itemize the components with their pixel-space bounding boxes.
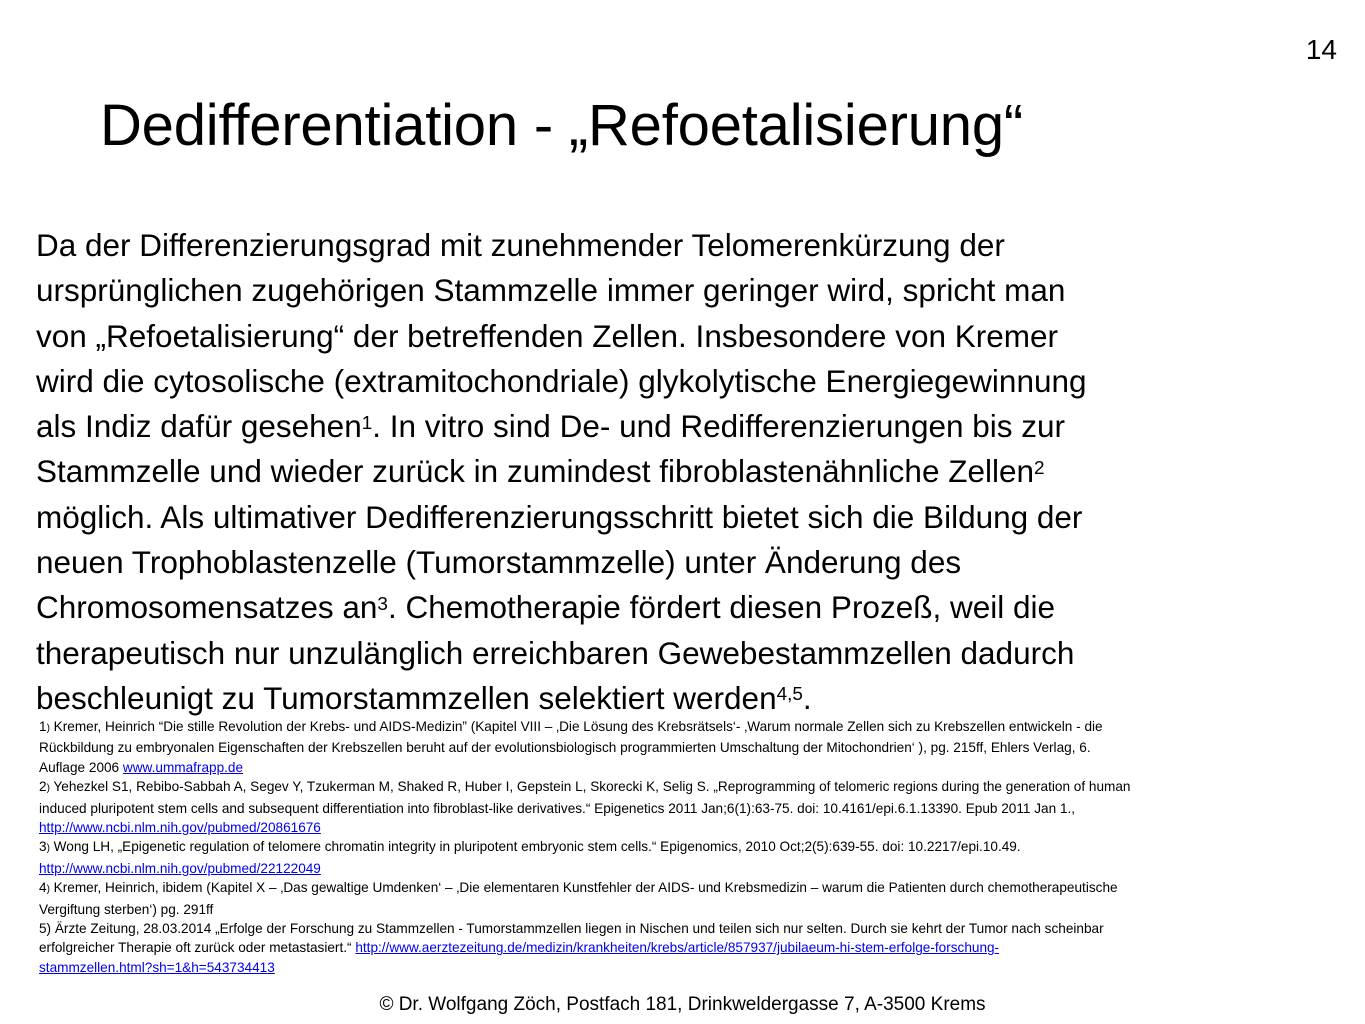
body-line: von „Refoetalisierung“ der betreffenden Zellen. Insbesondere von Kremer xyxy=(36,317,1059,354)
footnote-number: 3 xyxy=(39,839,47,855)
body-line xyxy=(36,585,1336,630)
footnote-text: Rückbildung zu embryonalen Eigenschaften der Krebszellen beruht auf der evolutionsbiologisch programmierten Umschaltung der Mitochondrien‘ ), pg. 215ff, Ehlers Verlag, 6. xyxy=(39,740,1091,756)
footnote-2 xyxy=(39,777,1339,837)
footnote-paren: ) xyxy=(46,783,50,795)
footnote-text: erfolgreicher Therapie oft zurück oder metastasiert.“ xyxy=(39,940,356,956)
footnote-2-link[interactable]: http://www.ncbi.nlm.nih.gov/pubmed/20861676 xyxy=(39,820,321,836)
footnote-4 xyxy=(39,878,1339,919)
footnote-marker-4-5: 4,5 xyxy=(776,684,803,706)
body-text-segment: . Chemotherapie fördert diesen Prozeß, weil die xyxy=(387,589,1056,626)
footnote-1 xyxy=(39,717,1339,777)
body-text-segment: Stammzelle und wieder zurück in zumindest fibroblastenähnliche Zellen xyxy=(36,453,1035,490)
footnote-text: Yehezkel S1, Rebibo-Sabbah A, Segev Y, Tzukerman M, Shaked R, Huber I, Gepstein L, Skorecki K, Selig S. „Reprogramming of telomeric regions during the generation of human xyxy=(49,779,1131,795)
footnote-paren: ) xyxy=(46,723,50,734)
footnote-number: 4 xyxy=(39,880,47,896)
slide-title: Dedifferentiation - „Refoetalisierung“ xyxy=(100,93,1024,158)
footnote-text: induced pluripotent stem cells and subsequent differentiation into fibroblast-like derivatives.“ Epigenetics 2011 Jan;6(1):63-75. doi: 10.4161/epi.6.1.13390. Epub 2011 Jan 1., xyxy=(39,800,1076,816)
footnote-number: 1 xyxy=(39,719,47,734)
body-text-segment: beschleunigt zu Tumorstammzellen selektiert werden xyxy=(36,679,777,716)
body-text-segment: als Indiz dafür gesehen xyxy=(36,408,362,445)
body-line: neuen Trophoblastenzelle (Tumorstammzelle) unter Änderung des xyxy=(36,544,962,581)
footnote-3-link[interactable]: http://www.ncbi.nlm.nih.gov/pubmed/22122049 xyxy=(39,860,321,876)
body-text xyxy=(36,223,1336,721)
footnote-text: Vergiftung sterben‘) pg. 291ff xyxy=(39,901,214,917)
body-text-segment: . xyxy=(802,679,812,716)
footnote-text: Kremer, Heinrich “Die stille Revolution der Krebs- und AIDS-Medizin” (Kapitel VIII – ‚Die Lösung des Krebsrätsels‘- ‚Warum normale Zellen sich zu Krebszellen entwickeln - die xyxy=(49,719,1103,734)
footnote-3 xyxy=(39,837,1339,878)
footnote-text: Wong LH, „Epigenetic regulation of telomere chromatin integrity in pluripotent embryonic stem cells.“ Epigenomics, 2010 Oct;2(5):639-55. doi: 10.2217/epi.10.49. xyxy=(49,839,1021,855)
footnote-paren: ) xyxy=(46,843,50,855)
body-line xyxy=(36,449,1336,494)
footnote-5 xyxy=(39,919,1339,977)
footnote-marker-2: 2 xyxy=(1034,457,1045,479)
body-line: wird die cytosolische (extramitochondriale) glykolytische Energiegewinnung xyxy=(36,362,1087,399)
body-line xyxy=(36,676,1336,721)
body-text-segment: . In vitro sind De- und Redifferenzierungen bis zur xyxy=(372,408,1066,445)
footnote-text: Auflage 2006 xyxy=(39,759,123,775)
footnote-paren: ) xyxy=(46,884,50,896)
footnote-5-link[interactable]: http://www.aerztezeitung.de/medizin/krankheiten/krebs/article/857937/jubilaeum-hi-stem-erfolge-forschung- xyxy=(355,940,1000,956)
body-line: therapeutisch nur unzulänglich erreichbaren Gewebestammzellen dadurch xyxy=(36,634,1075,671)
footnote-marker-1: 1 xyxy=(361,412,373,434)
body-line xyxy=(36,404,1336,449)
footnote-text: 5) Ärzte Zeitung, 28.03.2014 „Erfolge der Forschung zu Stammzellen - Tumorstammzellen liegen in Nischen und teilen sich nur selten. Durch sie kehrt der Tumor nach scheinbar xyxy=(39,921,1104,937)
footnote-text: Kremer, Heinrich, ibidem (Kapitel X – ‚Das gewaltige Umdenken‘ – ‚Die elementaren Kunstfehler der AIDS- und Krebsmedizin – warum die Patienten durch chemotherapeutische xyxy=(49,880,1118,896)
footnote-marker-3: 3 xyxy=(377,593,388,615)
body-line: möglich. Als ultimativer Dedifferenzierungsschritt bietet sich die Bildung der xyxy=(36,498,1083,535)
body-text-segment: Chromosomensatzes an xyxy=(36,589,378,626)
footer-copyright: © Dr. Wolfgang Zöch, Postfach 181, Drinkweldergasse 7, A-3500 Krems xyxy=(379,994,986,1015)
footnote-5-link-continued[interactable]: stammzellen.html?sh=1&h=543734413 xyxy=(39,959,275,975)
body-line: ursprünglichen zugehörigen Stammzelle immer geringer wird, spricht man xyxy=(36,272,1066,309)
footnotes xyxy=(39,717,1339,977)
footnote-1-link[interactable]: www.ummafrapp.de xyxy=(122,759,244,775)
footnote-number: 2 xyxy=(39,779,47,795)
page-number: 14 xyxy=(1305,34,1337,65)
body-line: Da der Differenzierungsgrad mit zunehmender Telomerenkürzung der xyxy=(36,227,1005,263)
